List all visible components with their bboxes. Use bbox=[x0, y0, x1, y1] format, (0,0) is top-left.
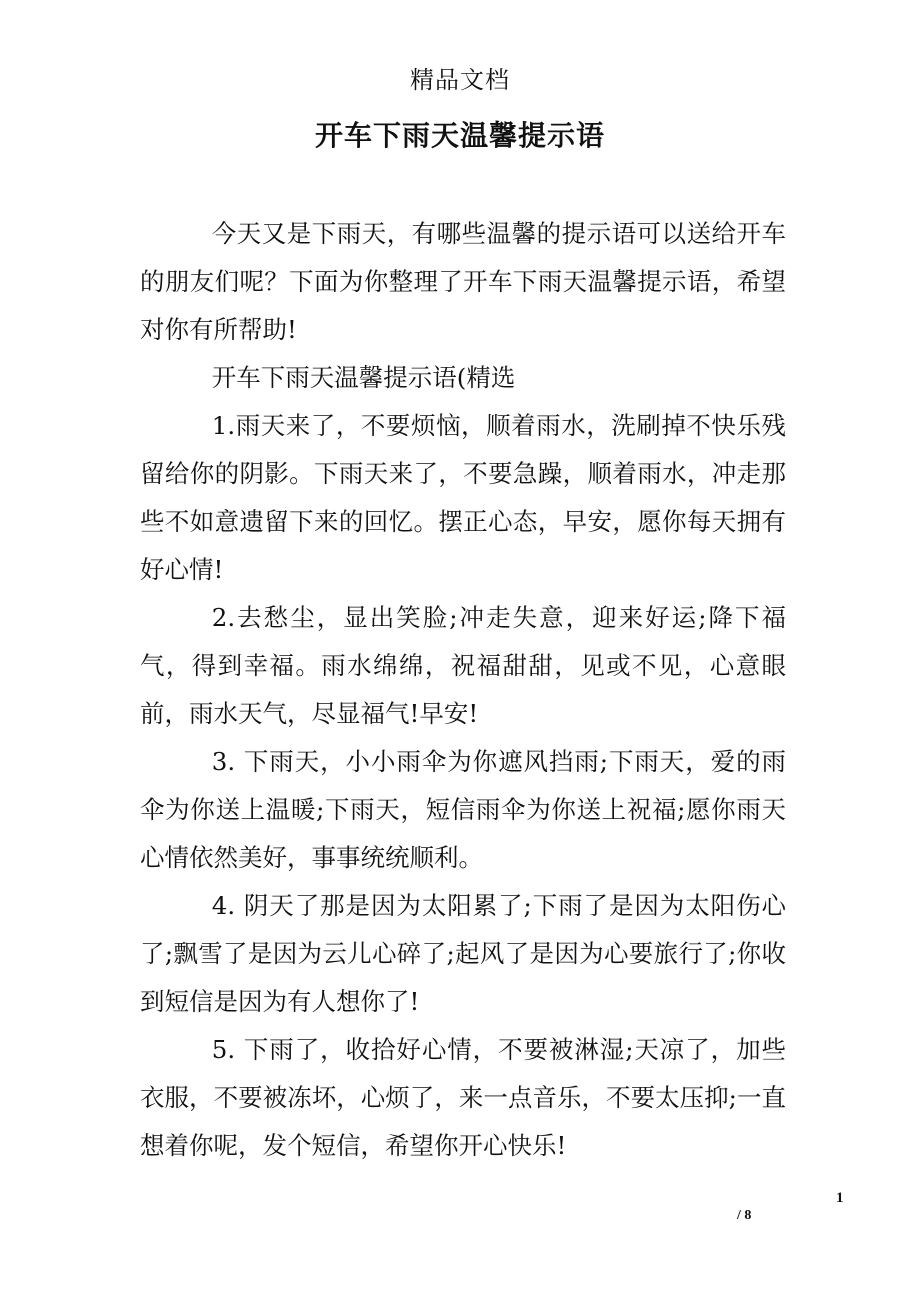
paragraph-item-1: 1.雨天来了，不要烦恼，顺着雨水，洗刷掉不快乐残留给你的阴影。下雨天来了，不要急躁，顺着雨水，冲走那些不如意遗留下来的回忆。摆正心态，早安，愿你每天拥有好心情! bbox=[140, 411, 786, 584]
document-body bbox=[140, 210, 786, 1170]
paragraph-subtitle: 开车下雨天温馨提示语(精选 bbox=[211, 363, 516, 392]
paragraph-item-2: 2.去愁尘，显出笑脸;冲走失意，迎来好运;降下福气，得到幸福。雨水绵绵，祝福甜甜，见或不见，心意眼前，雨水天气，尽显福气!早安! bbox=[140, 603, 786, 728]
document-title: 开车下雨天温馨提示语 bbox=[314, 119, 605, 152]
paragraph-item-4: 4. 阴天了那是因为太阳累了;下雨了是因为太阳伤心了;飘雪了是因为云儿心碎了;起风了是因为心要旅行了;你收到短信是因为有人想你了! bbox=[140, 891, 786, 1016]
paragraph-item-5: 5. 下雨了，收拾好心情，不要被淋湿;天凉了，加些衣服，不要被冻坏，心烦了，来一点音乐，不要太压抑;一直想着你呢，发个短信，希望你开心快乐! bbox=[140, 1035, 786, 1160]
paragraph-item-3: 3. 下雨天，小小雨伞为你遮风挡雨;下雨天，爱的雨伞为你送上温暖;下雨天，短信雨伞为你送上祝福;愿你雨天心情依然美好，事事统统顺利。 bbox=[140, 747, 786, 872]
paragraph-intro: 今天又是下雨天，有哪些温馨的提示语可以送给开车的朋友们呢？下面为你整理了开车下雨天温馨提示语，希望对你有所帮助! bbox=[140, 219, 786, 344]
page-total: / 8 bbox=[737, 1208, 752, 1223]
page-number: 1 bbox=[836, 1190, 844, 1206]
header-label: 精品文档 bbox=[410, 66, 510, 94]
